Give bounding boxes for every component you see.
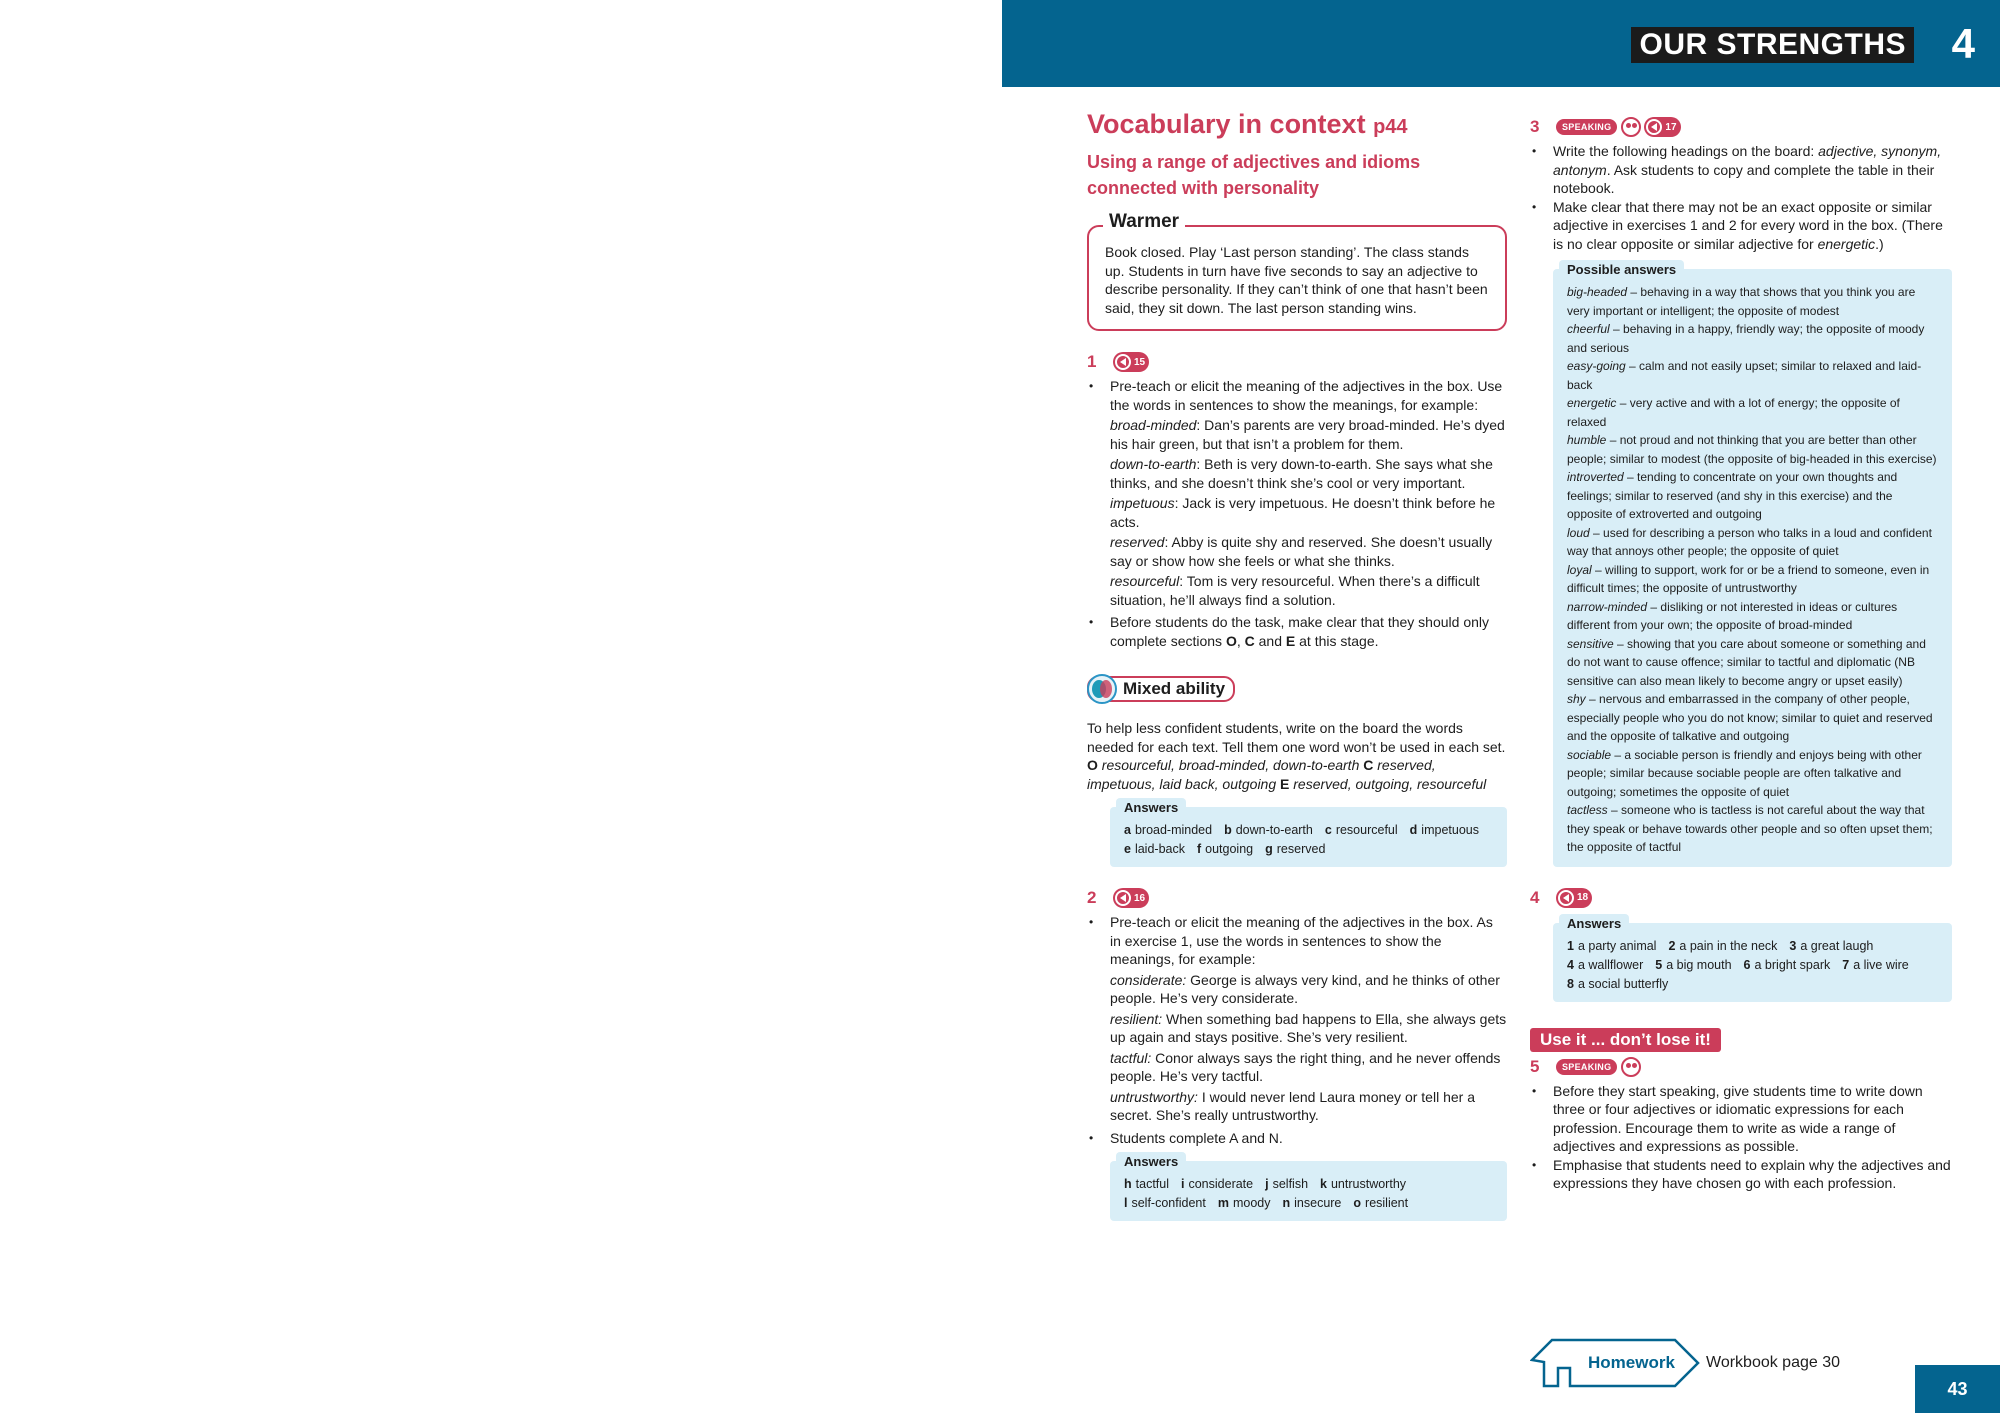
answer-value: down-to-earth <box>1235 823 1313 837</box>
possible-answer-entry <box>1567 561 1938 598</box>
bullet-item <box>1530 142 1952 198</box>
example-text: : Tom is very resourceful. When there’s a difficult situation, he’ll always find a solution. <box>1110 573 1480 608</box>
audio-icon <box>1558 890 1574 906</box>
answers-row <box>1124 821 1493 840</box>
unit-number: 4 <box>1951 20 1975 67</box>
mixed-ability-text: To help less confident students, write on the board the words needed for each text. Tell them one word won’t be used in each set. <box>1087 720 1506 755</box>
answer-item <box>1265 842 1325 856</box>
answer-value: outgoing <box>1205 842 1254 856</box>
example-text: : Abby is quite shy and reserved. She doesn’t usually say or show how she feels or what she thinks. <box>1110 534 1493 569</box>
example-sentence <box>1087 1049 1507 1086</box>
section-subtitle-line2: connected with personality <box>1087 178 1320 198</box>
possible-answer-entry <box>1567 394 1938 431</box>
answer-value: a wallflower <box>1577 957 1644 972</box>
homework-badge[interactable] <box>1530 1338 1700 1388</box>
answers-row <box>1124 840 1493 859</box>
bullet-text: Write the following headings on the board: <box>1553 143 1819 159</box>
possible-answer-entry <box>1567 635 1938 691</box>
bullet-item: • Before they start speaking, give students time to write down three or four adjectives or idiomatic expressions for each profession. Encourage them to write as wide a range of adjectives and expressions as possible. <box>1530 1082 1952 1156</box>
answer-value: untrustworthy <box>1330 1177 1407 1191</box>
answer-item <box>1224 823 1313 837</box>
section-letter: E <box>1285 632 1296 649</box>
possible-answers-box <box>1553 262 1952 867</box>
set-letter: O <box>1087 757 1098 773</box>
answer-key: b <box>1224 823 1232 837</box>
possible-answer-term: narrow-minded <box>1567 599 1648 614</box>
answers-row <box>1567 937 1938 956</box>
right-column <box>1530 116 1952 1193</box>
answer-key: g <box>1265 842 1273 856</box>
answer-item <box>1320 1177 1406 1191</box>
possible-answer-definition: – not proud and not thinking that you are better than other people; similar to modest (the opposite of big-headed in this exercise) <box>1567 433 1937 466</box>
answer-item <box>1265 1177 1308 1191</box>
answer-key: 8 <box>1567 976 1574 991</box>
answer-item <box>1842 958 1909 972</box>
answers-box-4 <box>1553 915 1952 1002</box>
possible-answer-definition: – showing that you care about someone or something and do not want to cause offence; similar to tactful and diplomatic (NB sensitive can also mean likely to become angry or upset easily) <box>1567 636 1926 688</box>
exercise-4-header <box>1530 887 1952 909</box>
example-text: Conor always says the right thing, and he never offends people. He’s very tactful. <box>1110 1049 1501 1084</box>
possible-answer-definition: – willing to support, work for or be a friend to someone, even in difficult times; the opposite of untrustworthy <box>1567 562 1930 595</box>
homework-footer <box>1530 1338 1840 1388</box>
section-letter: C <box>1244 632 1255 649</box>
answer-value: selfish <box>1272 1177 1309 1191</box>
answer-item <box>1789 939 1873 953</box>
example-word: broad-minded <box>1110 417 1197 433</box>
answer-item <box>1197 842 1253 856</box>
possible-answer-term: shy <box>1567 692 1586 706</box>
set-letter: E <box>1280 775 1290 792</box>
homework-text: Workbook page 30 <box>1706 1354 1841 1371</box>
exercise-number: 3 <box>1530 117 1540 136</box>
answer-key: a <box>1124 823 1131 837</box>
possible-answer-term: loud <box>1567 525 1590 540</box>
section-page-ref: p44 <box>1373 116 1408 138</box>
answer-value: resourceful <box>1335 823 1398 837</box>
example-sentence <box>1087 1088 1507 1125</box>
set-letter: C <box>1363 757 1374 773</box>
audio-track-badge[interactable] <box>1644 117 1680 137</box>
possible-answer-definition: – very active and with a lot of energy; the opposite of relaxed <box>1567 396 1900 429</box>
answer-value: tactful <box>1135 1177 1169 1191</box>
answer-key: j <box>1265 1177 1269 1191</box>
exercise-5-header <box>1530 1056 1952 1078</box>
answer-value: reserved <box>1276 842 1326 856</box>
example-text: When something bad happens to Ella, she always gets up again and stays positive. She’s very resilient. <box>1110 1010 1507 1045</box>
example-sentence <box>1087 494 1507 531</box>
bullet-italic: energetic <box>1817 235 1876 252</box>
section-subtitle-line1: Using a range of adjectives and idioms <box>1087 152 1421 172</box>
example-word: reserved <box>1110 534 1165 550</box>
set-words: resourceful, broad-minded, down-to-earth <box>1097 757 1364 773</box>
pair-work-icon <box>1621 1057 1641 1077</box>
answer-item <box>1325 823 1398 837</box>
exercise-number: 4 <box>1530 887 1540 907</box>
possible-answer-entry <box>1567 690 1938 746</box>
answer-value: insecure <box>1294 1196 1342 1210</box>
example-text: : Beth is very down-to-earth. She says what she thinks, and she doesn’t think she’s cool or very important. <box>1110 456 1493 491</box>
possible-answer-definition: – calm and not easily upset; similar to relaxed and laid-back <box>1567 359 1922 392</box>
answer-item <box>1668 939 1777 953</box>
possible-answer-definition: – behaving in a happy, friendly way; the opposite of moody and serious <box>1567 322 1925 355</box>
mixed-ability-badge <box>1087 676 1235 702</box>
answer-item <box>1283 1196 1342 1210</box>
set-words: reserved, impetuous, laid back, outgoing <box>1087 757 1436 792</box>
possible-answer-definition: – a sociable person is friendly and enjoys being with other people; similar because sociable people are often talkative and outgoing; sometimes the opposite of quiet <box>1567 747 1922 799</box>
audio-track-number: 18 <box>1577 892 1589 903</box>
bullet-item <box>1087 613 1507 650</box>
bullet-text: , <box>1236 632 1245 649</box>
answer-value: a party animal <box>1577 938 1657 953</box>
pair-work-icon <box>1621 117 1641 137</box>
example-sentence <box>1087 533 1507 570</box>
possible-answer-definition: – used for describing a person who talks in a loud and confident way that annoys other people; the opposite of quiet <box>1567 525 1932 558</box>
example-text: : Dan’s parents are very broad-minded. He’s dyed his hair green, but that isn’t a problem for them. <box>1110 417 1505 452</box>
bullet-item: • Pre-teach or elicit the meaning of the adjectives in the box. As in exercise 1, use the words in sentences to show the meanings, for example: <box>1087 913 1507 969</box>
bullet-text: Before students do the task, make clear that they should only complete sections <box>1110 614 1489 649</box>
answer-item <box>1124 1177 1169 1191</box>
answer-key: l <box>1124 1196 1128 1210</box>
use-it-banner: Use it ... don’t lose it! <box>1530 1028 1721 1052</box>
bullet-item <box>1530 198 1952 254</box>
possible-answer-term: loyal <box>1567 562 1592 577</box>
exercise-1-bullets-2 <box>1087 613 1507 650</box>
possible-answers-list <box>1567 283 1938 857</box>
mixed-ability-word-sets <box>1087 756 1507 793</box>
answer-key: 5 <box>1655 957 1663 972</box>
answers-label: Answers <box>1116 798 1186 817</box>
answer-item <box>1567 939 1656 953</box>
answer-item <box>1353 1196 1408 1210</box>
answer-key: k <box>1320 1177 1327 1191</box>
example-word: untrustworthy: <box>1110 1088 1198 1105</box>
answer-value: impetuous <box>1421 823 1479 837</box>
possible-answer-term: cheerful <box>1567 322 1610 336</box>
answers-label: Answers <box>1116 1152 1186 1171</box>
answers-row <box>1124 1175 1493 1194</box>
page-number: 43 <box>1915 1365 2000 1413</box>
audio-icon <box>1115 890 1131 906</box>
audio-track-number: 17 <box>1665 121 1677 133</box>
speaking-badge: SPEAKING <box>1556 1059 1617 1075</box>
answer-value: broad-minded <box>1134 823 1213 837</box>
exercise-1-header <box>1087 351 1507 373</box>
section-letter: O <box>1225 632 1237 649</box>
answer-value: moody <box>1232 1196 1271 1210</box>
warmer-text: Book closed. Play ‘Last person standing’. The class stands up. Students in turn have five seconds to say an adjective to describe personality. If they can’t think of one that hasn’t been said, they sit down. The last person standing wins. <box>1105 244 1488 316</box>
warmer-label: Warmer <box>1103 211 1185 233</box>
bullet-item: • Students complete A and N. <box>1087 1129 1507 1148</box>
possible-answer-entry <box>1567 598 1938 635</box>
possible-answer-entry <box>1567 746 1938 802</box>
possible-answer-entry <box>1567 801 1938 857</box>
answer-key: 1 <box>1567 938 1574 953</box>
answer-key: f <box>1196 842 1202 856</box>
answer-key: c <box>1324 823 1332 837</box>
warmer-box <box>1087 211 1507 331</box>
answer-item <box>1567 977 1668 991</box>
answer-value: a great laugh <box>1800 938 1874 953</box>
exercise-1-examples <box>1087 416 1507 609</box>
possible-answer-term: easy-going <box>1567 359 1626 373</box>
answer-item <box>1218 1196 1271 1210</box>
possible-answer-entry <box>1567 468 1938 524</box>
possible-answers-label: Possible answers <box>1559 260 1684 279</box>
example-sentence <box>1087 1010 1507 1047</box>
unit-title: OUR STRENGTHS <box>1631 27 1914 63</box>
answer-key: m <box>1217 1196 1229 1210</box>
section-subtitle <box>1087 149 1507 201</box>
answer-item <box>1744 958 1831 972</box>
example-sentence <box>1087 455 1507 492</box>
answer-key: 4 <box>1567 957 1574 972</box>
answers-label: Answers <box>1559 914 1629 933</box>
possible-answer-definition: – disliking or not interested in ideas or cultures different from your own; the opposite of broad-minded <box>1567 599 1898 632</box>
example-word: resourceful <box>1110 573 1180 589</box>
answer-key: 7 <box>1842 957 1850 972</box>
answer-value: resilient <box>1365 1196 1409 1210</box>
example-text: : Jack is very impetuous. He doesn’t think before he acts. <box>1110 495 1496 530</box>
bullet-text: .) <box>1875 235 1884 252</box>
answer-key: d <box>1409 823 1418 837</box>
bullet-text: and <box>1254 632 1286 649</box>
example-text: I would never lend Laura money or tell her a secret. She’s really untrustworthy. <box>1110 1088 1475 1123</box>
answer-value: a big mouth <box>1666 957 1732 972</box>
answer-key: o <box>1353 1196 1362 1210</box>
audio-icon <box>1115 354 1131 370</box>
answer-item <box>1124 823 1212 837</box>
possible-answer-entry <box>1567 431 1938 468</box>
bullet-text: . Ask students to copy and complete the table in their notebook. <box>1553 161 1935 196</box>
section-title-text: Vocabulary in context <box>1087 109 1366 139</box>
left-column <box>1087 108 1507 1221</box>
answers-row <box>1124 1194 1493 1213</box>
bullet-italic: adjective, synonym, antonym <box>1553 143 1942 178</box>
answer-key: 2 <box>1668 938 1676 953</box>
exercise-5-bullets <box>1530 1082 1952 1193</box>
answer-value: laid-back <box>1134 842 1185 856</box>
answers-box-2 <box>1110 1154 1507 1221</box>
answer-value: a pain in the neck <box>1679 938 1778 953</box>
example-sentence <box>1087 416 1507 453</box>
answer-key: 6 <box>1743 957 1751 972</box>
answer-item <box>1655 958 1731 972</box>
possible-answer-entry <box>1567 320 1938 357</box>
example-word: down-to-earth <box>1110 456 1197 472</box>
audio-track-badge[interactable] <box>1113 352 1149 372</box>
exercise-1-bullets <box>1087 377 1507 414</box>
exercise-2-bullets <box>1087 913 1507 969</box>
exercise-2-bullets-2 <box>1087 1129 1507 1148</box>
bullet-item: • Pre-teach or elicit the meaning of the adjectives in the box. Use the words in sentences to show the meanings, for example: <box>1087 377 1507 414</box>
possible-answer-definition: – someone who is tactless is not careful about the way that they speak or behave towards other people and so often upset them; the opposite of tactful <box>1567 803 1933 854</box>
possible-answer-term: sociable <box>1567 747 1612 762</box>
speaking-badge: SPEAKING <box>1556 119 1617 135</box>
answer-item <box>1124 842 1185 856</box>
bullet-item: • Emphasise that students need to explain why the adjectives and expressions they have chosen go with each profession. <box>1530 1156 1952 1193</box>
example-word: resilient: <box>1110 1010 1163 1027</box>
mixed-ability-label: Mixed ability <box>1123 679 1226 698</box>
answer-key: n <box>1282 1196 1291 1210</box>
example-text: George is always very kind, and he thinks of other people. He’s very considerate. <box>1110 971 1500 1006</box>
possible-answer-term: big-headed <box>1567 285 1628 299</box>
answer-value: considerate <box>1188 1177 1254 1191</box>
exercise-3-header <box>1530 116 1952 138</box>
answer-item <box>1181 1177 1253 1191</box>
example-sentence <box>1087 971 1507 1008</box>
possible-answer-definition: – nervous and embarrassed in the company of other people, especially people who you do not know; similar to quiet and reserved and the opposite of talkative and outgoing <box>1567 692 1933 743</box>
audio-track-number: 15 <box>1134 356 1146 368</box>
possible-answer-definition: – behaving in a way that shows that you think you are very important or intelligent; the opposite of modest <box>1567 285 1916 318</box>
possible-answer-term: introverted <box>1567 470 1624 484</box>
answers-box-1 <box>1110 800 1507 867</box>
answer-key: h <box>1124 1177 1132 1191</box>
set-words: reserved, outgoing, resourceful <box>1289 775 1487 792</box>
answer-value: self-confident <box>1131 1196 1206 1210</box>
answer-value: a bright spark <box>1754 957 1831 972</box>
exercise-2-header <box>1087 887 1507 909</box>
mixed-ability-icon <box>1087 674 1117 704</box>
answer-key: 3 <box>1789 938 1797 953</box>
unit-header-bar <box>1002 0 2000 87</box>
possible-answer-entry <box>1567 524 1938 561</box>
example-sentence <box>1087 572 1507 609</box>
exercise-number: 2 <box>1087 888 1097 907</box>
audio-track-badge[interactable] <box>1113 888 1149 908</box>
bullet-text: at this stage. <box>1295 632 1379 649</box>
possible-answer-term: sensitive <box>1567 636 1614 651</box>
answer-value: a live wire <box>1853 957 1909 972</box>
answer-value: a social butterfly <box>1577 976 1669 991</box>
answer-item <box>1567 958 1643 972</box>
example-word: tactful: <box>1110 1049 1152 1066</box>
exercise-3-bullets <box>1530 142 1952 253</box>
bullet-text: Make clear that there may not be an exact opposite or similar adjective in exercises 1 and 2 for every word in the box. (There is no clear opposite or similar adjective for <box>1553 198 1943 252</box>
exercise-number: 5 <box>1530 1056 1540 1076</box>
possible-answer-term: energetic <box>1567 396 1617 410</box>
possible-answer-definition: – tending to concentrate on your own thoughts and feelings; similar to reserved (and shy in this exercise) and the opposite of extroverted and outgoing <box>1567 470 1898 521</box>
answer-item <box>1124 1196 1206 1210</box>
possible-answer-entry <box>1567 283 1938 320</box>
possible-answer-term: tactless <box>1567 803 1608 817</box>
example-word: impetuous <box>1110 495 1175 511</box>
answers-row <box>1567 975 1938 994</box>
audio-track-number: 16 <box>1134 892 1146 904</box>
possible-answer-entry <box>1567 357 1938 394</box>
exercise-2-examples <box>1087 971 1507 1125</box>
audio-icon <box>1646 119 1662 135</box>
answer-key: i <box>1181 1177 1185 1191</box>
example-word: considerate: <box>1110 971 1187 988</box>
possible-answer-term: humble <box>1567 433 1607 447</box>
section-title <box>1087 108 1507 143</box>
answers-row <box>1567 956 1938 975</box>
answer-key: e <box>1124 842 1131 856</box>
homework-label: Homework <box>1588 1353 1675 1372</box>
audio-track-badge[interactable] <box>1556 888 1592 908</box>
answer-item <box>1410 823 1479 837</box>
exercise-number: 1 <box>1087 352 1097 371</box>
